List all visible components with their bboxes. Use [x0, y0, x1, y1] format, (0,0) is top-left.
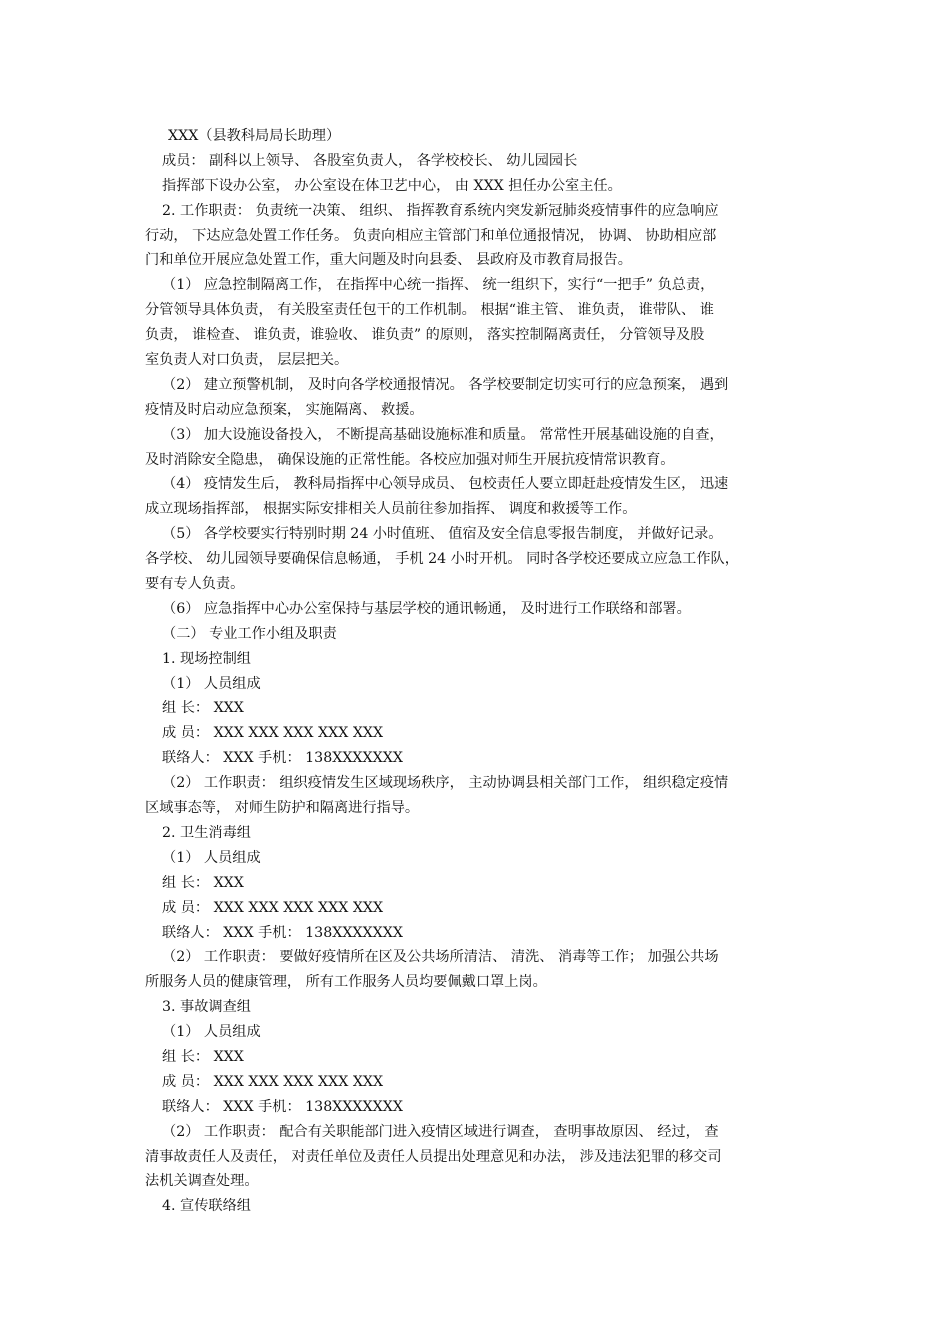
document-body [145, 124, 815, 1219]
text-line: 门和单位开展应急处置工作，重大问题及时向县委、 县政府及市教育局报告。 [145, 252, 632, 269]
text-line: 联络人： XXX 手机： 138XXXXXXX [162, 750, 403, 767]
text-line: 及时消除安全隐患， 确保设施的正常性能。各校应加强对师生开展抗疫情常识教育。 [145, 451, 675, 468]
text-line: XXX（县教科局局长助理） [168, 128, 341, 144]
text-line: 室负责人对口负责， 层层把关。 [145, 352, 349, 369]
text-line: 所服务人员的健康管理， 所有工作服务人员均要佩戴口罩上岗。 [145, 974, 547, 991]
text-line: 要有专人负责。 [145, 576, 245, 593]
text-line: 分管领导具体负责， 有关股室责任包干的工作机制。 根据“谁主管、 谁负责， 谁带队、 谁 [145, 302, 714, 319]
text-line: 组 长： XXX [162, 700, 244, 717]
text-line: （2） 工作职责： 要做好疫情所在区及公共场所清洁、 清洗、 消毒等工作； 加强公共场 [162, 949, 719, 966]
text-line: （3） 加大设施设备投入， 不断提高基础设施标准和质量。 常常性开展基础设施的自查， [162, 426, 724, 443]
text-line: 各学校、 幼儿园领导要确保信息畅通， 手机 24 小时开机。 同时各学校还要成立应急工作队， [145, 551, 739, 568]
text-line: （2） 工作职责： 组织疫情发生区域现场秩序， 主动协调县相关部门工作， 组织稳定疫情 [162, 775, 729, 792]
text-line: 区域事态等， 对师生防护和隔离进行指导。 [145, 800, 420, 817]
text-line: 指挥部下设办公室， 办公室设在体卫艺中心， 由 XXX 担任办公室主任。 [162, 177, 622, 194]
text-line: 清事故责任人及责任， 对责任单位及责任人员提出处理意见和办法， 涉及违法犯罪的移交司 [145, 1148, 722, 1165]
text-line: 法机关调查处理。 [145, 1173, 259, 1190]
text-line: 组 长： XXX [162, 874, 244, 891]
text-line: （1） 人员组成 [162, 1024, 261, 1041]
group-heading: 4. 宣传联络组 [162, 1198, 251, 1215]
text-line: 行动， 下达应急处置工作任务。 负责向相应主管部门和单位通报情况， 协调、 协助相应部 [145, 227, 717, 244]
text-line: （2） 建立预警机制， 及时向各学校通报情况。 各学校要制定切实可行的应急预案， 遇到 [162, 376, 729, 393]
group-heading: 1. 现场控制组 [162, 650, 251, 667]
text-line: 成员： 副科以上领导、 各股室负责人， 各学校校长、 幼儿园园长 [162, 152, 578, 169]
text-line: （6） 应急指挥中心办公室保持与基层学校的通讯畅通， 及时进行工作联络和部署。 [162, 600, 691, 617]
text-line: （4） 疫情发生后， 教科局指挥中心领导成员、 包校责任人要立即赶赴疫情发生区， 迅速 [162, 476, 729, 493]
text-line: （5） 各学校要实行特别时期 24 小时值班、 值宿及安全信息零报告制度， 并做好记录。 [162, 526, 723, 543]
text-line: 疫情及时启动应急预案， 实施隔离、 救援。 [145, 401, 424, 418]
text-line: （1） 应急控制隔离工作， 在指挥中心统一指挥、 统一组织下，实行“一把手” 负总责， [162, 277, 715, 294]
text-line: 组 长： XXX [162, 1048, 244, 1065]
text-line: 负责， 谁检查、 谁负责，谁验收、 谁负责” 的原则， 落实控制隔离责任， 分管领导及股 [145, 327, 705, 344]
section-heading: （二） 专业工作小组及职责 [162, 625, 337, 642]
text-line: 成 员： XXX XXX XXX XXX XXX [162, 725, 384, 742]
text-line: 2. 工作职责： 负责统一决策、 组织、 指挥教育系统内突发新冠肺炎疫情事件的应急响应 [162, 202, 719, 219]
text-line: （1） 人员组成 [162, 675, 261, 692]
text-line: 成 员： XXX XXX XXX XXX XXX [162, 899, 384, 916]
text-line: （2） 工作职责： 配合有关职能部门进入疫情区域进行调查， 查明事故原因、 经过， 查 [162, 1123, 719, 1140]
text-line: 联络人： XXX 手机： 138XXXXXXX [162, 924, 403, 941]
text-line: 成 员： XXX XXX XXX XXX XXX [162, 1073, 384, 1090]
group-heading: 2. 卫生消毒组 [162, 824, 251, 841]
text-line: （1） 人员组成 [162, 849, 261, 866]
text-line: 联络人： XXX 手机： 138XXXXXXX [162, 1098, 403, 1115]
group-heading: 3. 事故调查组 [162, 999, 251, 1016]
text-line: 成立现场指挥部， 根据实际安排相关人员前往参加指挥、 调度和救援等工作。 [145, 501, 637, 518]
